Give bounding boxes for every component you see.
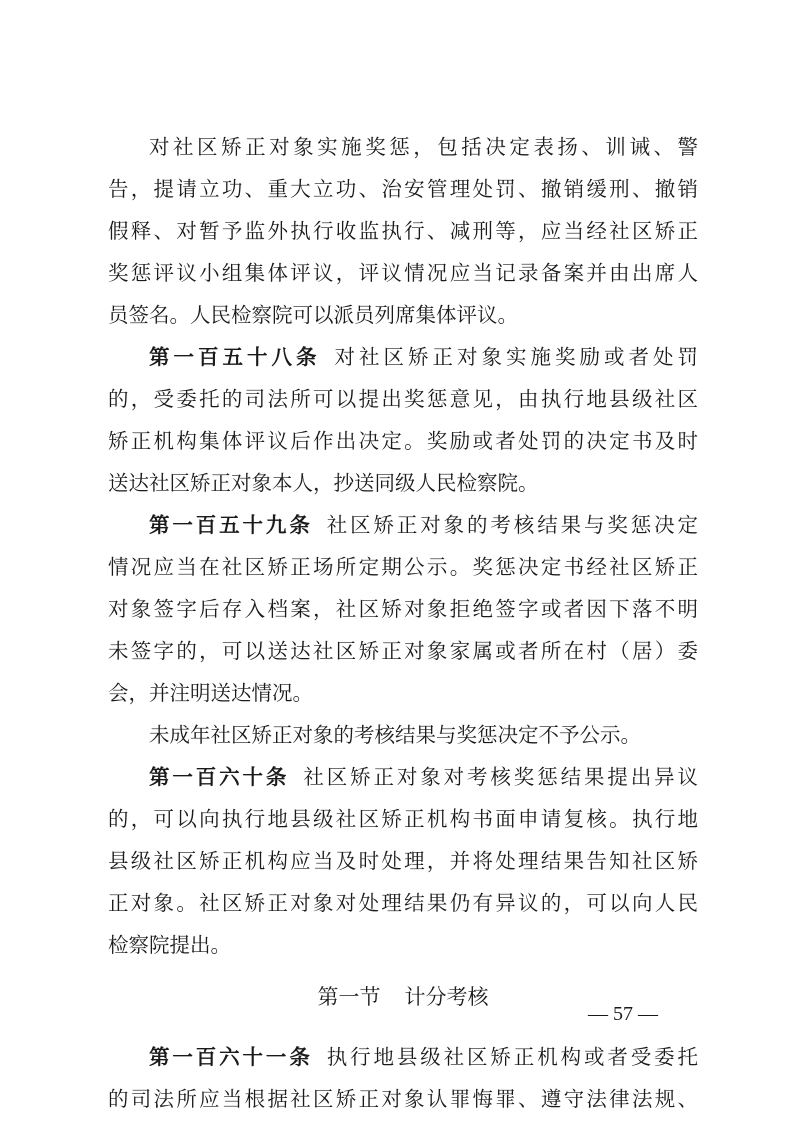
text-line: 的司法所应当根据社区矫正对象认罪悔罪、遵守法律法规、 (108, 1087, 698, 1111)
article-title: 第一百六十条 (149, 765, 290, 789)
article-159-first-line (108, 504, 698, 546)
article-text: 社区矫正对象对考核奖惩结果提出异议 (303, 765, 699, 789)
article-text: 执行地县级社区矫正机构或者受委托 (326, 1045, 699, 1069)
article-title: 第一百五十八条 (149, 345, 321, 369)
article-title: 第一百六十一条 (149, 1045, 313, 1069)
text-line: 矫正机构集体评议后作出决定。奖励或者处罚的决定书及时 (108, 429, 698, 453)
text-line: 会，并注明送达情况。 (108, 681, 313, 705)
text-line: 的，受委托的司法所可以提出奖惩意见，由执行地县级社区 (108, 387, 698, 411)
page-number: — 57 — (588, 1003, 658, 1025)
text-line: 奖惩评议小组集体评议，评议情况应当记录备案并由出席人 (108, 261, 698, 285)
article-text: 社区矫正对象的考核结果与奖惩决定 (326, 513, 699, 537)
article-161-first-line (108, 1036, 698, 1078)
text-line: 的，可以向执行地县级社区矫正机构书面申请复核。执行地 (108, 807, 698, 831)
article-160-first-line (108, 756, 698, 798)
text-line: 员签名。人民检察院可以派员列席集体评议。 (108, 303, 518, 327)
text-line: 情况应当在社区矫正场所定期公示。奖惩决定书经社区矫正 (108, 555, 698, 579)
text-line: 未签字的，可以送达社区矫正对象家属或者所在村（居）委 (108, 639, 698, 663)
text-line: 送达社区矫正对象本人，抄送同级人民检察院。 (108, 471, 539, 495)
article-text: 对社区矫正对象实施奖励或者处罚 (334, 345, 698, 369)
text-line: 未成年社区矫正对象的考核结果与奖惩决定不予公示。 (149, 723, 641, 747)
text-line: 告，提请立功、重大立功、治安管理处罚、撤销缓刑、撤销 (108, 177, 698, 201)
text-line: 对象签字后存入档案，社区矫对象拒绝签字或者因下落不明 (108, 597, 698, 621)
article-158-first-line (108, 336, 698, 378)
body-text (108, 126, 698, 1120)
text-line: 对社区矫正对象实施奖惩，包括决定表扬、训诫、警 (149, 135, 698, 159)
section-name: 计分考核 (404, 985, 489, 1009)
section-number: 第一节 (317, 985, 381, 1009)
text-line: 正对象。社区矫正对象对处理结果仍有异议的，可以向人民 (108, 891, 698, 915)
text-line: 检察院提出。 (108, 933, 231, 957)
text-line: 假释、对暂予监外执行收监执行、减刑等，应当经社区矫正 (108, 219, 698, 243)
text-line: 县级社区矫正机构应当及时处理，并将处理结果告知社区矫 (108, 849, 698, 873)
article-title: 第一百五十九条 (149, 513, 313, 537)
